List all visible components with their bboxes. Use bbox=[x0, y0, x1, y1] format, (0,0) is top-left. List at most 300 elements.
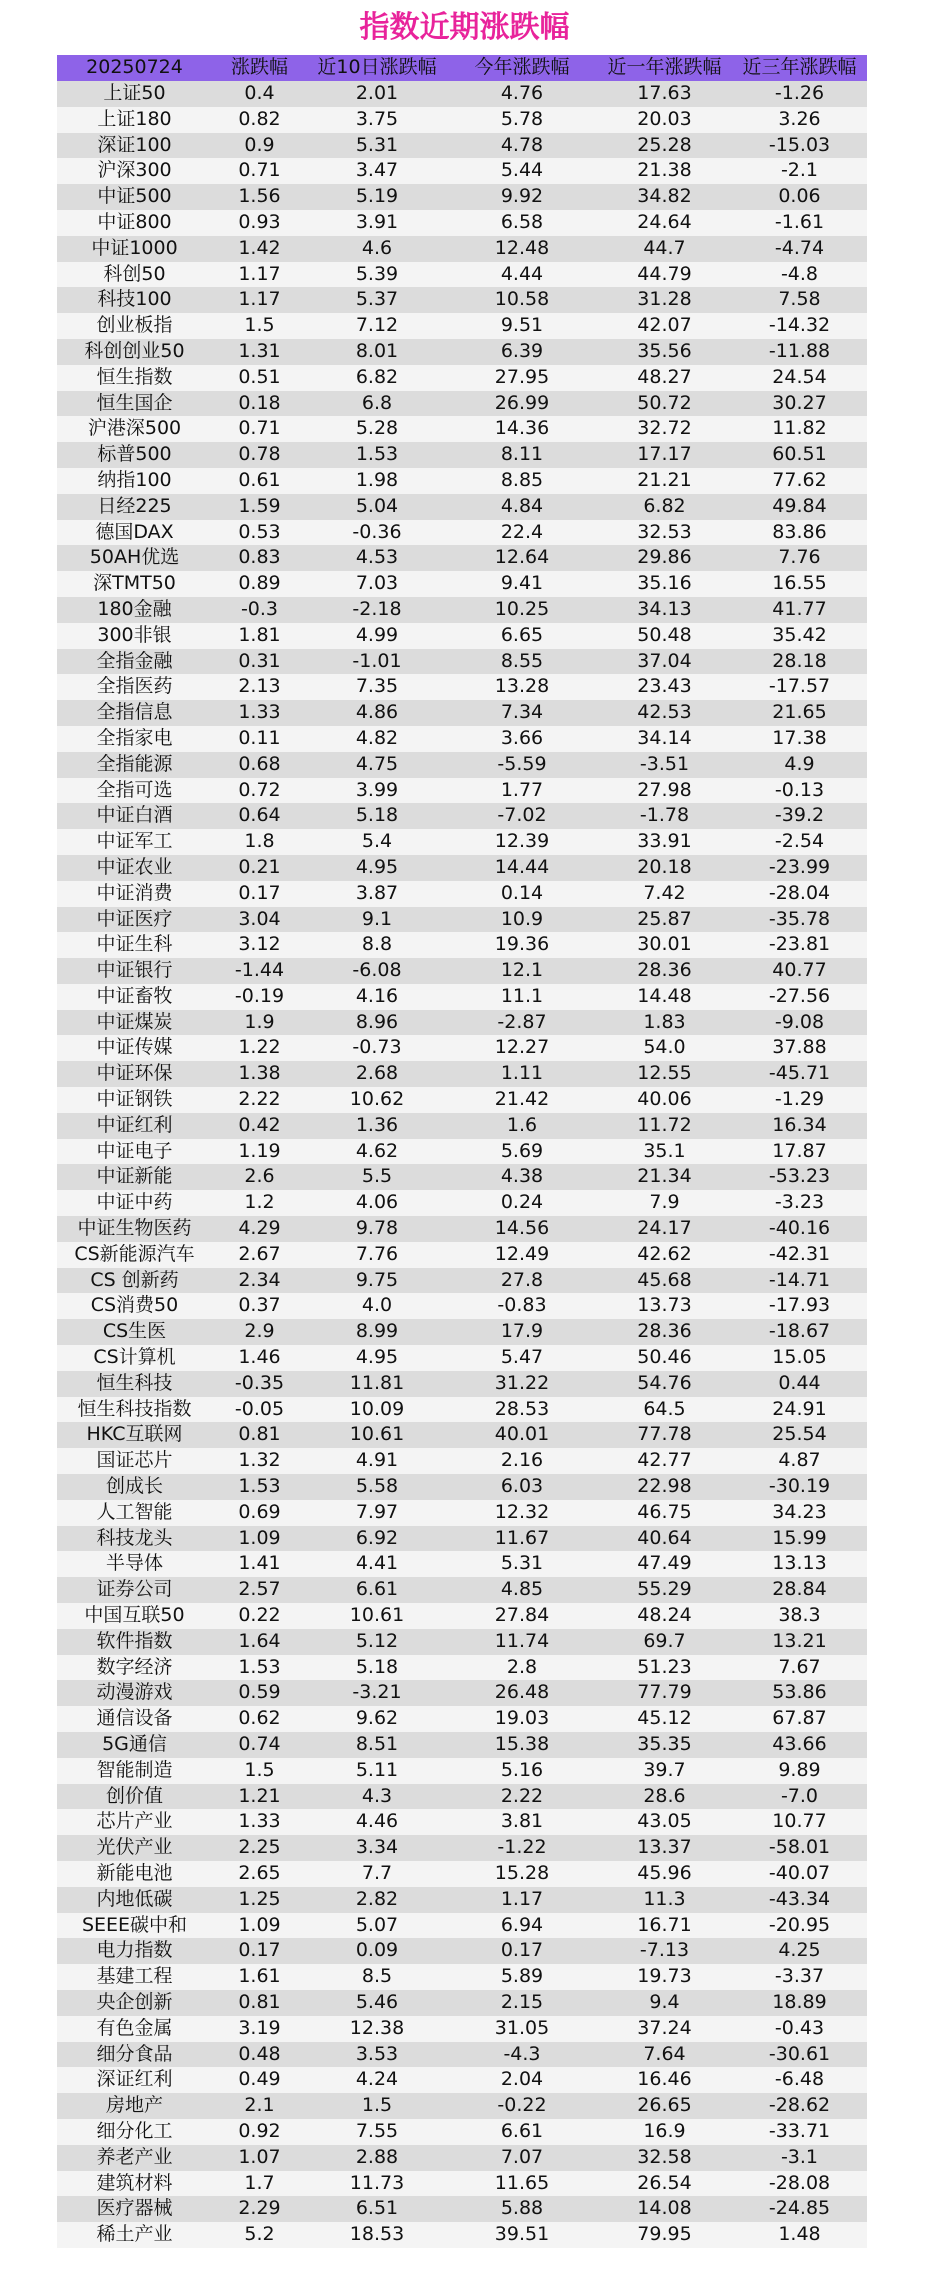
cell-change-1y: 50.46 bbox=[597, 1345, 732, 1371]
cell-change-10d: 4.91 bbox=[307, 1448, 447, 1474]
cell-change-ytd: 12.32 bbox=[447, 1500, 597, 1526]
cell-change-1y: 13.37 bbox=[597, 1835, 732, 1861]
cell-change-10d: 9.78 bbox=[307, 1216, 447, 1242]
cell-change-3y: 21.65 bbox=[732, 700, 867, 726]
cell-change-ytd: 11.65 bbox=[447, 2171, 597, 2197]
cell-change-1y: 14.08 bbox=[597, 2196, 732, 2222]
cell-change-1y: 26.54 bbox=[597, 2171, 732, 2197]
cell-change-1y: 14.48 bbox=[597, 984, 732, 1010]
cell-change: 3.19 bbox=[212, 2016, 307, 2042]
cell-change-10d: 0.09 bbox=[307, 1938, 447, 1964]
cell-change: 2.9 bbox=[212, 1319, 307, 1345]
cell-index-name: 5G通信 bbox=[57, 1732, 212, 1758]
cell-change-1y: 35.16 bbox=[597, 571, 732, 597]
cell-change-3y: -30.19 bbox=[732, 1474, 867, 1500]
cell-change-1y: 25.28 bbox=[597, 133, 732, 159]
cell-change-10d: -1.01 bbox=[307, 649, 447, 675]
cell-change-ytd: 19.03 bbox=[447, 1706, 597, 1732]
cell-change-1y: 42.77 bbox=[597, 1448, 732, 1474]
cell-change-10d: 5.11 bbox=[307, 1758, 447, 1784]
table-row bbox=[57, 133, 867, 159]
cell-change-3y: -30.61 bbox=[732, 2042, 867, 2068]
cell-change-10d: 5.46 bbox=[307, 1990, 447, 2016]
cell-index-name: 中证银行 bbox=[57, 958, 212, 984]
table-row bbox=[57, 1216, 867, 1242]
cell-change: 3.12 bbox=[212, 932, 307, 958]
cell-change: 0.81 bbox=[212, 1422, 307, 1448]
cell-index-name: 光伏产业 bbox=[57, 1835, 212, 1861]
cell-change-3y: -39.2 bbox=[732, 803, 867, 829]
cell-change-10d: 7.7 bbox=[307, 1861, 447, 1887]
table-row bbox=[57, 1345, 867, 1371]
table-row bbox=[57, 1268, 867, 1294]
cell-change: 1.17 bbox=[212, 262, 307, 288]
cell-change-ytd: 6.94 bbox=[447, 1913, 597, 1939]
table-row bbox=[57, 778, 867, 804]
cell-index-name: 日经225 bbox=[57, 494, 212, 520]
cell-change: 1.41 bbox=[212, 1551, 307, 1577]
cell-change-1y: 37.24 bbox=[597, 2016, 732, 2042]
cell-index-name: 中证农业 bbox=[57, 855, 212, 881]
cell-change-ytd: 1.77 bbox=[447, 778, 597, 804]
cell-change-3y: -53.23 bbox=[732, 1164, 867, 1190]
cell-change-1y: 32.53 bbox=[597, 520, 732, 546]
table-row bbox=[57, 597, 867, 623]
cell-change-3y: 7.67 bbox=[732, 1655, 867, 1681]
table-row bbox=[57, 2016, 867, 2042]
cell-index-name: CS计算机 bbox=[57, 1345, 212, 1371]
cell-change-1y: 64.5 bbox=[597, 1397, 732, 1423]
cell-change-10d: 3.99 bbox=[307, 778, 447, 804]
cell-change: 0.78 bbox=[212, 442, 307, 468]
table-row bbox=[57, 1835, 867, 1861]
cell-change: 1.53 bbox=[212, 1474, 307, 1500]
cell-change-ytd: 6.65 bbox=[447, 623, 597, 649]
table-row bbox=[57, 365, 867, 391]
cell-change-1y: 17.17 bbox=[597, 442, 732, 468]
cell-index-name: 中证医疗 bbox=[57, 907, 212, 933]
cell-change-1y: 44.7 bbox=[597, 236, 732, 262]
table-row bbox=[57, 1526, 867, 1552]
table-row bbox=[57, 1474, 867, 1500]
table-row bbox=[57, 2196, 867, 2222]
cell-change-10d: 10.62 bbox=[307, 1087, 447, 1113]
table-row bbox=[57, 494, 867, 520]
cell-index-name: 德国DAX bbox=[57, 520, 212, 546]
cell-change-10d: 9.1 bbox=[307, 907, 447, 933]
cell-change-1y: 31.28 bbox=[597, 287, 732, 313]
cell-change-1y: 35.35 bbox=[597, 1732, 732, 1758]
cell-change-1y: 35.56 bbox=[597, 339, 732, 365]
cell-change: 1.38 bbox=[212, 1061, 307, 1087]
cell-change-ytd: 10.9 bbox=[447, 907, 597, 933]
cell-change-10d: 5.18 bbox=[307, 1655, 447, 1681]
table-row bbox=[57, 1680, 867, 1706]
cell-change-ytd: 1.17 bbox=[447, 1887, 597, 1913]
cell-change-10d: 8.8 bbox=[307, 932, 447, 958]
cell-change-10d: 8.51 bbox=[307, 1732, 447, 1758]
table-row bbox=[57, 1706, 867, 1732]
cell-change-1y: 39.7 bbox=[597, 1758, 732, 1784]
cell-change-3y: 67.87 bbox=[732, 1706, 867, 1732]
cell-change-10d: 5.12 bbox=[307, 1629, 447, 1655]
cell-index-name: 中证电子 bbox=[57, 1139, 212, 1165]
cell-change: 1.46 bbox=[212, 1345, 307, 1371]
cell-change: 0.69 bbox=[212, 1500, 307, 1526]
cell-change: -1.44 bbox=[212, 958, 307, 984]
header-ytd-change: 今年涨跌幅 bbox=[447, 55, 597, 81]
cell-change-3y: -14.32 bbox=[732, 313, 867, 339]
table-row bbox=[57, 184, 867, 210]
cell-change-10d: 2.88 bbox=[307, 2145, 447, 2171]
cell-index-name: 电力指数 bbox=[57, 1938, 212, 1964]
cell-index-name: 沪港深500 bbox=[57, 416, 212, 442]
cell-change: 1.5 bbox=[212, 1758, 307, 1784]
table-row bbox=[57, 958, 867, 984]
cell-change-3y: 15.99 bbox=[732, 1526, 867, 1552]
cell-change-10d: 7.12 bbox=[307, 313, 447, 339]
cell-change: 0.4 bbox=[212, 81, 307, 107]
cell-index-name: 人工智能 bbox=[57, 1500, 212, 1526]
cell-change-10d: 4.41 bbox=[307, 1551, 447, 1577]
cell-change: 2.22 bbox=[212, 1087, 307, 1113]
cell-index-name: 恒生科技指数 bbox=[57, 1397, 212, 1423]
cell-index-name: 沪深300 bbox=[57, 158, 212, 184]
table-row bbox=[57, 700, 867, 726]
cell-change-ytd: 11.74 bbox=[447, 1629, 597, 1655]
cell-change-3y: -14.71 bbox=[732, 1268, 867, 1294]
table-row bbox=[57, 1087, 867, 1113]
cell-change: 0.59 bbox=[212, 1680, 307, 1706]
table-row bbox=[57, 1784, 867, 1810]
cell-change-3y: 40.77 bbox=[732, 958, 867, 984]
cell-change-ytd: 13.28 bbox=[447, 674, 597, 700]
cell-index-name: 中证钢铁 bbox=[57, 1087, 212, 1113]
cell-change-1y: 46.75 bbox=[597, 1500, 732, 1526]
cell-change-1y: 37.04 bbox=[597, 649, 732, 675]
cell-change-10d: 4.53 bbox=[307, 545, 447, 571]
cell-change-ytd: 4.44 bbox=[447, 262, 597, 288]
cell-change-1y: 34.13 bbox=[597, 597, 732, 623]
cell-change-1y: 28.36 bbox=[597, 958, 732, 984]
cell-index-name: 全指能源 bbox=[57, 752, 212, 778]
cell-change-ytd: 12.64 bbox=[447, 545, 597, 571]
cell-change-1y: 40.64 bbox=[597, 1526, 732, 1552]
cell-change-3y: 13.13 bbox=[732, 1551, 867, 1577]
cell-change-ytd: 15.28 bbox=[447, 1861, 597, 1887]
page-title: 指数近期涨跌幅 bbox=[359, 10, 570, 45]
cell-change-1y: 51.23 bbox=[597, 1655, 732, 1681]
cell-change: 1.07 bbox=[212, 2145, 307, 2171]
cell-change-10d: 4.0 bbox=[307, 1293, 447, 1319]
cell-change: 1.22 bbox=[212, 1035, 307, 1061]
cell-change-ytd: 27.95 bbox=[447, 365, 597, 391]
cell-change-1y: 69.7 bbox=[597, 1629, 732, 1655]
table-row bbox=[57, 107, 867, 133]
cell-index-name: 科创50 bbox=[57, 262, 212, 288]
cell-index-name: 动漫游戏 bbox=[57, 1680, 212, 1706]
cell-change-ytd: 5.47 bbox=[447, 1345, 597, 1371]
cell-change-10d: 10.61 bbox=[307, 1422, 447, 1448]
cell-index-name: 中证红利 bbox=[57, 1113, 212, 1139]
cell-change-ytd: 11.67 bbox=[447, 1526, 597, 1552]
table-row bbox=[57, 236, 867, 262]
cell-change-ytd: 14.44 bbox=[447, 855, 597, 881]
cell-change-10d: 5.04 bbox=[307, 494, 447, 520]
cell-change-ytd: 2.15 bbox=[447, 1990, 597, 2016]
header-3year-change: 近三年涨跌幅 bbox=[732, 55, 867, 81]
cell-index-name: 基建工程 bbox=[57, 1964, 212, 1990]
cell-change-ytd: 3.66 bbox=[447, 726, 597, 752]
cell-change-10d: -2.18 bbox=[307, 597, 447, 623]
cell-index-name: 标普500 bbox=[57, 442, 212, 468]
cell-change-10d: 8.5 bbox=[307, 1964, 447, 1990]
table-header-row bbox=[57, 55, 867, 81]
cell-change-ytd: 8.11 bbox=[447, 442, 597, 468]
table-row bbox=[57, 1500, 867, 1526]
cell-index-name: 全指家电 bbox=[57, 726, 212, 752]
cell-change-1y: 7.64 bbox=[597, 2042, 732, 2068]
cell-change-ytd: 27.8 bbox=[447, 1268, 597, 1294]
cell-change-1y: -1.78 bbox=[597, 803, 732, 829]
table-row bbox=[57, 2222, 867, 2248]
cell-change-10d: 6.92 bbox=[307, 1526, 447, 1552]
cell-index-name: 中证500 bbox=[57, 184, 212, 210]
cell-index-name: 数字经济 bbox=[57, 1655, 212, 1681]
cell-change-3y: 49.84 bbox=[732, 494, 867, 520]
cell-index-name: 证券公司 bbox=[57, 1577, 212, 1603]
cell-change-3y: -28.62 bbox=[732, 2093, 867, 2119]
cell-change-3y: -17.93 bbox=[732, 1293, 867, 1319]
cell-index-name: 上证180 bbox=[57, 107, 212, 133]
cell-change-1y: 22.98 bbox=[597, 1474, 732, 1500]
table-row bbox=[57, 1629, 867, 1655]
cell-change-3y: -1.29 bbox=[732, 1087, 867, 1113]
cell-index-name: 科创创业50 bbox=[57, 339, 212, 365]
table-body bbox=[57, 81, 867, 2248]
cell-change-ytd: -0.22 bbox=[447, 2093, 597, 2119]
cell-change-3y: 0.44 bbox=[732, 1371, 867, 1397]
cell-change: 0.17 bbox=[212, 881, 307, 907]
cell-change-ytd: 5.16 bbox=[447, 1758, 597, 1784]
cell-change-10d: 4.3 bbox=[307, 1784, 447, 1810]
cell-change-10d: 3.75 bbox=[307, 107, 447, 133]
cell-change-10d: -0.36 bbox=[307, 520, 447, 546]
cell-change-3y: 30.27 bbox=[732, 391, 867, 417]
cell-change-ytd: 8.85 bbox=[447, 468, 597, 494]
cell-change-3y: -42.31 bbox=[732, 1242, 867, 1268]
cell-change-ytd: 7.34 bbox=[447, 700, 597, 726]
cell-change-1y: 13.73 bbox=[597, 1293, 732, 1319]
cell-change-1y: 42.62 bbox=[597, 1242, 732, 1268]
table-row bbox=[57, 1861, 867, 1887]
cell-change-1y: 44.79 bbox=[597, 262, 732, 288]
cell-index-name: 细分食品 bbox=[57, 2042, 212, 2068]
cell-change-ytd: 12.27 bbox=[447, 1035, 597, 1061]
cell-change-ytd: 6.39 bbox=[447, 339, 597, 365]
cell-change-3y: 9.89 bbox=[732, 1758, 867, 1784]
cell-index-name: 新能电池 bbox=[57, 1861, 212, 1887]
table-row bbox=[57, 984, 867, 1010]
cell-change-3y: -3.1 bbox=[732, 2145, 867, 2171]
cell-change: 1.25 bbox=[212, 1887, 307, 1913]
cell-index-name: 有色金属 bbox=[57, 2016, 212, 2042]
cell-change-10d: 5.18 bbox=[307, 803, 447, 829]
cell-change: 0.37 bbox=[212, 1293, 307, 1319]
cell-change: 0.74 bbox=[212, 1732, 307, 1758]
cell-change-1y: 55.29 bbox=[597, 1577, 732, 1603]
table-row bbox=[57, 1422, 867, 1448]
cell-change-3y: 7.58 bbox=[732, 287, 867, 313]
header-10day-change: 近10日涨跌幅 bbox=[307, 55, 447, 81]
cell-index-name: 中证消费 bbox=[57, 881, 212, 907]
table-row bbox=[57, 1964, 867, 1990]
cell-index-name: 恒生指数 bbox=[57, 365, 212, 391]
table-row bbox=[57, 158, 867, 184]
cell-change-10d: 12.38 bbox=[307, 2016, 447, 2042]
cell-change-1y: 42.07 bbox=[597, 313, 732, 339]
cell-change-3y: 13.21 bbox=[732, 1629, 867, 1655]
cell-change-3y: -23.81 bbox=[732, 932, 867, 958]
cell-change-10d: 7.97 bbox=[307, 1500, 447, 1526]
table-row bbox=[57, 881, 867, 907]
cell-change-3y: 18.89 bbox=[732, 1990, 867, 2016]
cell-change-3y: -6.48 bbox=[732, 2067, 867, 2093]
cell-change-ytd: 5.69 bbox=[447, 1139, 597, 1165]
cell-change-ytd: 6.03 bbox=[447, 1474, 597, 1500]
cell-change-3y: 60.51 bbox=[732, 442, 867, 468]
cell-change-3y: -35.78 bbox=[732, 907, 867, 933]
cell-change: 0.9 bbox=[212, 133, 307, 159]
cell-change-1y: 42.53 bbox=[597, 700, 732, 726]
cell-change-10d: -6.08 bbox=[307, 958, 447, 984]
cell-index-name: 全指可选 bbox=[57, 778, 212, 804]
cell-change-3y: 4.9 bbox=[732, 752, 867, 778]
cell-index-name: 养老产业 bbox=[57, 2145, 212, 2171]
cell-change-3y: -23.99 bbox=[732, 855, 867, 881]
cell-change-10d: 9.62 bbox=[307, 1706, 447, 1732]
table-row bbox=[57, 1603, 867, 1629]
cell-change-3y: 7.76 bbox=[732, 545, 867, 571]
cell-change-1y: 30.01 bbox=[597, 932, 732, 958]
cell-change-1y: 7.9 bbox=[597, 1190, 732, 1216]
cell-index-name: 深证100 bbox=[57, 133, 212, 159]
cell-change-1y: 1.83 bbox=[597, 1010, 732, 1036]
cell-change-ytd: 14.56 bbox=[447, 1216, 597, 1242]
cell-change: 1.7 bbox=[212, 2171, 307, 2197]
cell-change: 0.81 bbox=[212, 1990, 307, 2016]
cell-index-name: 创业板指 bbox=[57, 313, 212, 339]
cell-change: 0.49 bbox=[212, 2067, 307, 2093]
cell-change-3y: 16.55 bbox=[732, 571, 867, 597]
cell-change-ytd: 26.99 bbox=[447, 391, 597, 417]
cell-index-name: 中证800 bbox=[57, 210, 212, 236]
cell-change-ytd: 14.36 bbox=[447, 416, 597, 442]
cell-change: 3.04 bbox=[212, 907, 307, 933]
cell-change-1y: 28.6 bbox=[597, 1784, 732, 1810]
cell-change: 1.56 bbox=[212, 184, 307, 210]
cell-change-3y: 77.62 bbox=[732, 468, 867, 494]
cell-change-10d: 2.82 bbox=[307, 1887, 447, 1913]
cell-change-1y: 45.68 bbox=[597, 1268, 732, 1294]
cell-change: 0.71 bbox=[212, 158, 307, 184]
table-row bbox=[57, 262, 867, 288]
cell-change-1y: 7.42 bbox=[597, 881, 732, 907]
table-row bbox=[57, 2171, 867, 2197]
table-row bbox=[57, 726, 867, 752]
cell-change-3y: -27.56 bbox=[732, 984, 867, 1010]
cell-change-10d: 4.95 bbox=[307, 1345, 447, 1371]
cell-change-10d: 7.03 bbox=[307, 571, 447, 597]
cell-change: 0.83 bbox=[212, 545, 307, 571]
cell-change-1y: 50.48 bbox=[597, 623, 732, 649]
cell-change-3y: -17.57 bbox=[732, 674, 867, 700]
cell-change-ytd: 31.05 bbox=[447, 2016, 597, 2042]
cell-change-ytd: 27.84 bbox=[447, 1603, 597, 1629]
table-row bbox=[57, 1990, 867, 2016]
cell-change-3y: -1.61 bbox=[732, 210, 867, 236]
cell-change-1y: 45.96 bbox=[597, 1861, 732, 1887]
cell-change-3y: -45.71 bbox=[732, 1061, 867, 1087]
cell-change-ytd: 9.92 bbox=[447, 184, 597, 210]
cell-change-1y: 29.86 bbox=[597, 545, 732, 571]
cell-change-3y: 28.18 bbox=[732, 649, 867, 675]
table-row bbox=[57, 468, 867, 494]
cell-change-ytd: -0.83 bbox=[447, 1293, 597, 1319]
cell-change-ytd: 6.61 bbox=[447, 2119, 597, 2145]
cell-change-10d: 8.01 bbox=[307, 339, 447, 365]
cell-change-ytd: 9.51 bbox=[447, 313, 597, 339]
cell-change-ytd: 22.4 bbox=[447, 520, 597, 546]
cell-change: 0.51 bbox=[212, 365, 307, 391]
cell-change-10d: 4.82 bbox=[307, 726, 447, 752]
cell-change-3y: 11.82 bbox=[732, 416, 867, 442]
cell-index-name: 内地低碳 bbox=[57, 1887, 212, 1913]
cell-change-10d: 6.82 bbox=[307, 365, 447, 391]
cell-change: 4.29 bbox=[212, 1216, 307, 1242]
table-row bbox=[57, 1448, 867, 1474]
cell-change-10d: 8.96 bbox=[307, 1010, 447, 1036]
cell-change: 0.82 bbox=[212, 107, 307, 133]
cell-change: 2.25 bbox=[212, 1835, 307, 1861]
cell-change-1y: 9.4 bbox=[597, 1990, 732, 2016]
cell-change-1y: 21.21 bbox=[597, 468, 732, 494]
cell-change-1y: 27.98 bbox=[597, 778, 732, 804]
cell-change-1y: 50.72 bbox=[597, 391, 732, 417]
table-row bbox=[57, 803, 867, 829]
cell-change: 1.17 bbox=[212, 287, 307, 313]
table-row bbox=[57, 1035, 867, 1061]
cell-index-name: 深TMT50 bbox=[57, 571, 212, 597]
cell-index-name: CS新能源汽车 bbox=[57, 1242, 212, 1268]
cell-change-10d: 5.07 bbox=[307, 1913, 447, 1939]
cell-index-name: 中国互联50 bbox=[57, 1603, 212, 1629]
cell-change-1y: 32.58 bbox=[597, 2145, 732, 2171]
table-row bbox=[57, 1577, 867, 1603]
cell-index-name: 科技龙头 bbox=[57, 1526, 212, 1552]
cell-change: 0.71 bbox=[212, 416, 307, 442]
cell-change-ytd: 1.11 bbox=[447, 1061, 597, 1087]
cell-change-3y: -40.07 bbox=[732, 1861, 867, 1887]
cell-change: 1.9 bbox=[212, 1010, 307, 1036]
table-row bbox=[57, 2093, 867, 2119]
table-row bbox=[57, 210, 867, 236]
cell-change-ytd: 4.76 bbox=[447, 81, 597, 107]
cell-change: -0.19 bbox=[212, 984, 307, 1010]
cell-change-ytd: 4.38 bbox=[447, 1164, 597, 1190]
table-row bbox=[57, 1010, 867, 1036]
cell-change: 2.57 bbox=[212, 1577, 307, 1603]
